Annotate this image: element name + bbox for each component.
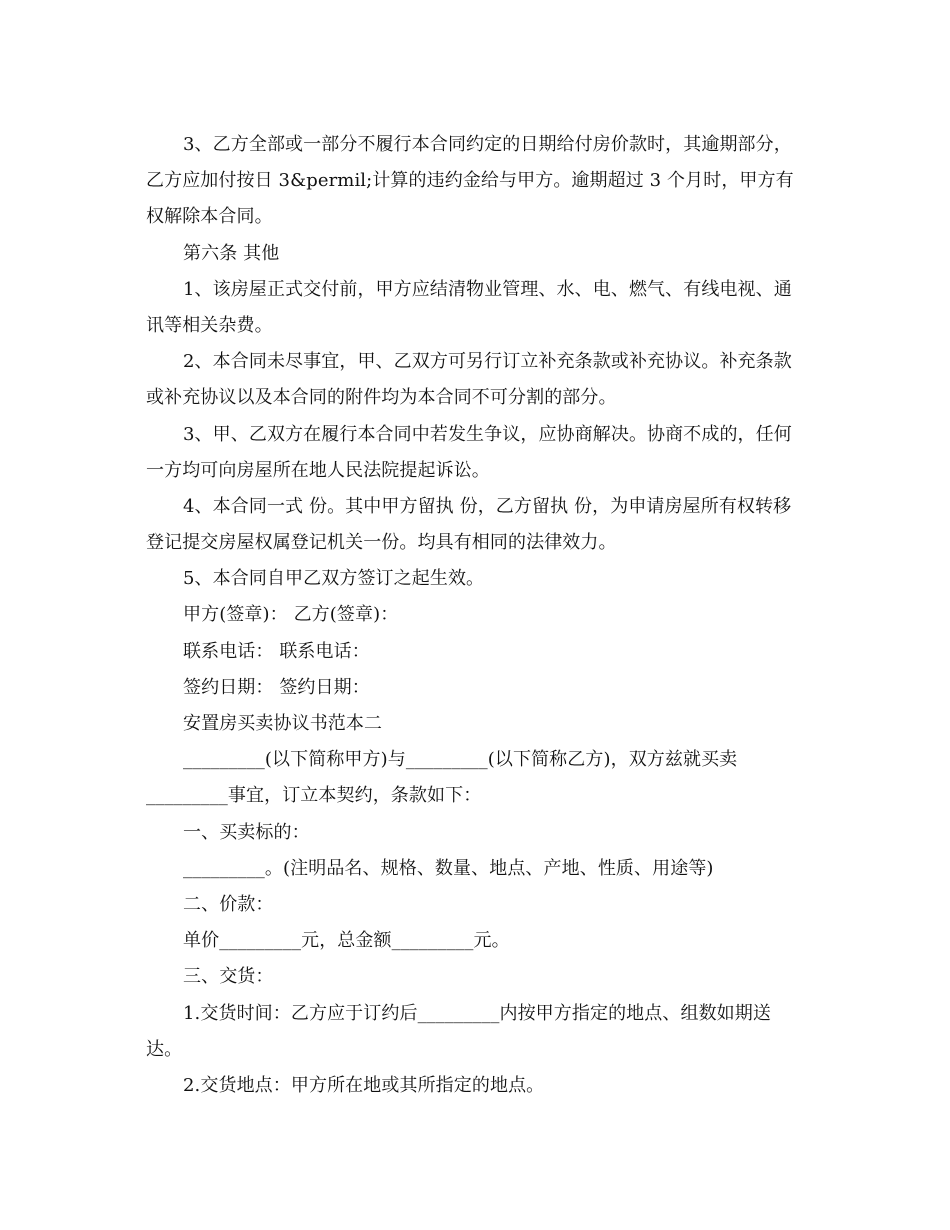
paragraph-line: 3、甲、乙双方在履行本合同中若发生争议，应协商解决。协商不成的，任何 bbox=[183, 423, 792, 445]
section-heading: 二、价款： bbox=[183, 893, 274, 915]
date-line: 签约日期： 签约日期： bbox=[183, 676, 370, 698]
paragraph-line: _________。(注明品名、规格、数量、地点、产地、性质、用途等) bbox=[183, 857, 714, 879]
paragraph-line: 权解除本合同。 bbox=[146, 206, 273, 228]
paragraph-line: 2、本合同未尽事宜，甲、乙双方可另行订立补充条款或补充协议。补充条款 bbox=[183, 351, 792, 373]
paragraph-line: 登记提交房屋权属登记机关一份。均具有相同的法律效力。 bbox=[146, 532, 617, 554]
paragraph-line: 4、本合同一式 份。其中甲方留执 份，乙方留执 份，为申请房屋所有权转移 bbox=[183, 495, 792, 517]
paragraph-line: 一方均可向房屋所在地人民法院提起诉讼。 bbox=[146, 459, 490, 481]
paragraph-line: 2.交货地点：甲方所在地或其所指定的地点。 bbox=[183, 1074, 545, 1096]
section-heading: 三、交货： bbox=[183, 966, 274, 988]
contact-line: 联系电话： 联系电话： bbox=[183, 640, 370, 662]
paragraph-line: 3、乙方全部或一部分不履行本合同约定的日期给付房价款时，其逾期部分， bbox=[183, 134, 792, 155]
paragraph-line: 5、本合同自甲乙双方签订之起生效。 bbox=[183, 568, 485, 590]
section-heading: 第六条 其他 bbox=[183, 242, 280, 264]
paragraph-line: 乙方应加付按日 3&permil;计算的违约金给与甲方。逾期超过 3 个月时，甲方有 bbox=[146, 170, 794, 192]
paragraph-line: _________(以下简称甲方)与_________(以下简称乙方)，双方兹就买卖 bbox=[183, 749, 738, 771]
document-title: 安置房买卖协议书范本二 bbox=[183, 713, 383, 734]
paragraph-line: 单价_________元，总金额_________元。 bbox=[183, 930, 510, 952]
paragraph-line: 或补充协议以及本合同的附件均为本合同不可分割的部分。 bbox=[146, 387, 617, 409]
paragraph-line: _________事宜，订立本契约，条款如下： bbox=[146, 785, 482, 807]
document-body bbox=[146, 127, 806, 1104]
paragraph-line: 1、该房屋正式交付前，甲方应结清物业管理、水、电、燃气、有线电视、通 bbox=[183, 278, 792, 300]
paragraph-line: 1.交货时间：乙方应于订约后_________内按甲方指定的地点、组数如期送 bbox=[183, 1002, 771, 1024]
paragraph-line: 达。 bbox=[146, 1038, 183, 1060]
section-heading: 一、买卖标的： bbox=[183, 821, 310, 843]
paragraph-line: 讯等相关杂费。 bbox=[146, 314, 273, 336]
signature-line: 甲方(签章)： 乙方(签章)： bbox=[183, 604, 399, 626]
